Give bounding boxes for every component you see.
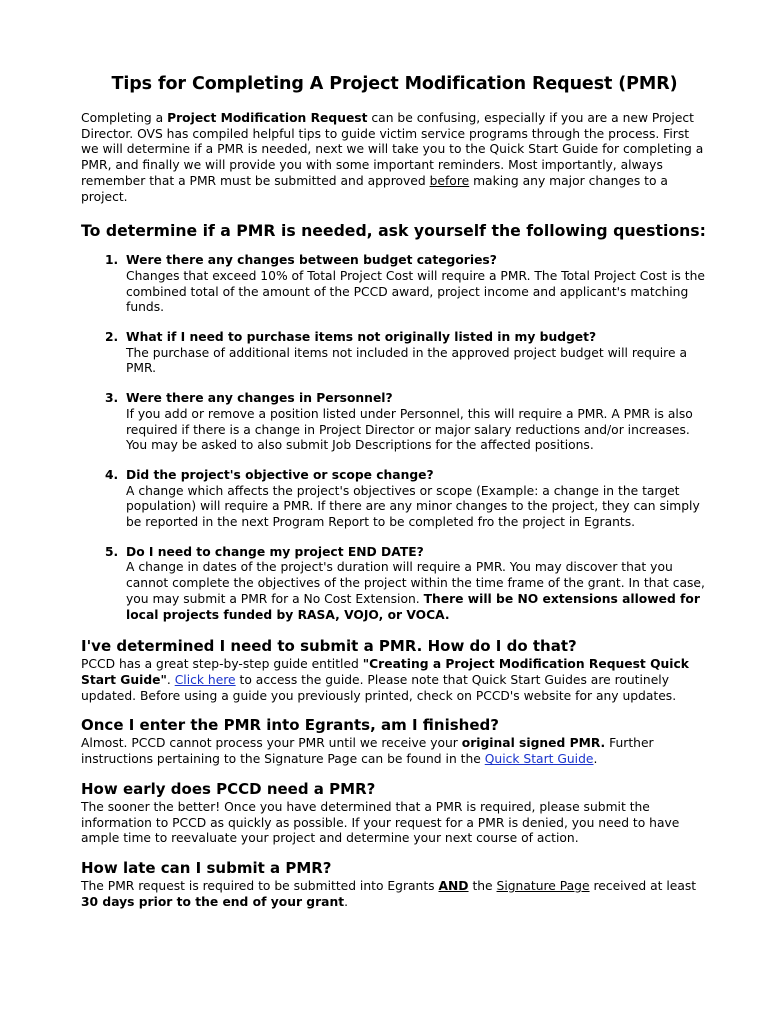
- submit-heading: I've determined I need to submit a PMR. How do I do that?: [81, 637, 577, 656]
- question-number: 3.: [105, 391, 119, 406]
- thirty-days-bold: 30 days prior to the end of your grant: [81, 894, 345, 909]
- late-heading: How late can I submit a PMR?: [81, 858, 332, 877]
- question-body: If you add or remove a position listed under Personnel, this will require a PMR. A PMR is also required if there is a change in Project Director or major salary reductions and/or increases. You may be asked to also submit Job Descriptions for the affected positions.: [126, 406, 693, 453]
- finished-section: [81, 716, 708, 767]
- intro-underline-before: before: [429, 173, 470, 188]
- late-section: [81, 859, 708, 910]
- submit-text-2: .: [166, 672, 175, 687]
- question-title: Did the project's objective or scope change?: [126, 467, 434, 482]
- click-here-link[interactable]: Click here: [174, 672, 236, 687]
- question-item: [81, 468, 708, 531]
- finished-text-2: Further instructions pertaining to the Signature Page can be found in the: [81, 736, 654, 767]
- question-item: [81, 253, 708, 316]
- question-body: Changes that exceed 10% of Total Project Cost will require a PMR. The Total Project Cost is the combined total of the amount of the PCCD award, project income and applicant's matching funds.: [126, 268, 705, 315]
- signature-page-underline: Signature Page: [496, 878, 590, 893]
- submit-paragraph: [81, 657, 708, 704]
- question-body: The purchase of additional items not included in the approved project budget will require a PMR.: [126, 345, 687, 376]
- no-extensions-notice: There will be NO extensions allowed for local projects funded by RASA, VOJO, or VOCA.: [126, 591, 700, 622]
- signed-pmr-bold: original signed PMR.: [461, 736, 606, 751]
- question-title: Were there any changes between budget categories?: [126, 253, 497, 268]
- quick-start-guide-link[interactable]: Quick Start Guide: [484, 752, 594, 767]
- question-number: 2.: [105, 330, 119, 345]
- question-item: [81, 391, 708, 454]
- question-number: 1.: [105, 253, 119, 268]
- intro-text-3: making any major changes to a project.: [81, 173, 668, 204]
- question-body-text: A change in dates of the project's duration will require a PMR. You may discover that you cannot complete the objectives of the project within the time frame of the grant. In that case, you may submit a PMR for a No Cost Extension.: [126, 560, 705, 606]
- questions-list: [81, 253, 708, 623]
- finished-text-1: Almost. PCCD cannot process your PMR until we receive your: [81, 736, 462, 751]
- question-title: Do I need to change my project END DATE?: [126, 544, 424, 559]
- question-number: 4.: [105, 467, 119, 482]
- early-section: [81, 780, 708, 847]
- question-body: [126, 560, 708, 623]
- submit-section: [81, 637, 708, 704]
- finished-paragraph: [81, 736, 708, 767]
- late-text-3: received at least: [589, 878, 697, 893]
- page-title: Tips for Completing A Project Modification Request (PMR): [111, 74, 678, 94]
- submit-text-3: to access the guide. Please note that Quick Start Guides are routinely updated. Before using a guide you previously printed, check on PCCD's website for any updates.: [81, 672, 677, 703]
- intro-text-2: can be confusing, especially if you are a new Project Director. OVS has compiled helpful tips to guide victim service programs through the process. First we will determine if a PMR is needed, next we will take you to the Quick Start Guide for completing a PMR, and finally we will provide you with some important reminders. Most importantly, always remember that a PMR must be submitted and approved: [81, 111, 704, 188]
- finished-heading: Once I enter the PMR into Egrants, am I finished?: [81, 716, 499, 735]
- intro-bold-pmr: Project Modification Request: [167, 111, 368, 125]
- question-item: [81, 545, 708, 624]
- question-number: 5.: [105, 544, 119, 559]
- finished-text-3: .: [593, 752, 598, 767]
- question-item: [81, 330, 708, 377]
- question-title: Were there any changes in Personnel?: [126, 391, 393, 406]
- late-text-4: .: [344, 894, 349, 909]
- and-bold-underline: AND: [438, 878, 469, 893]
- late-text-2: the: [468, 878, 497, 893]
- intro-paragraph: [81, 111, 708, 205]
- late-paragraph: [81, 879, 708, 910]
- questions-heading: To determine if a PMR is needed, ask yourself the following questions:: [81, 221, 706, 241]
- late-text-1: The PMR request is required to be submitted into Egrants: [81, 878, 439, 893]
- early-heading: How early does PCCD need a PMR?: [81, 779, 376, 798]
- early-paragraph: The sooner the better! Once you have determined that a PMR is required, please submit the information to PCCD as quickly as possible. If your request for a PMR is denied, you need to have ample time to reevaluate your project and determine your next course of action.: [81, 799, 680, 846]
- intro-text-1: Completing a: [81, 111, 168, 125]
- guide-title-bold: "Creating a Project Modification Request Quick Start Guide": [81, 657, 689, 687]
- question-body: A change which affects the project's objectives or scope (Example: a change in the target population) will require a PMR. If there are any minor changes to the project, they can simply be reported in the next Program Report to be completed fro the project in Egrants.: [126, 483, 700, 530]
- submit-text-1: PCCD has a great step-by-step guide entitled: [81, 657, 363, 672]
- question-title: What if I need to purchase items not originally listed in my budget?: [126, 330, 597, 345]
